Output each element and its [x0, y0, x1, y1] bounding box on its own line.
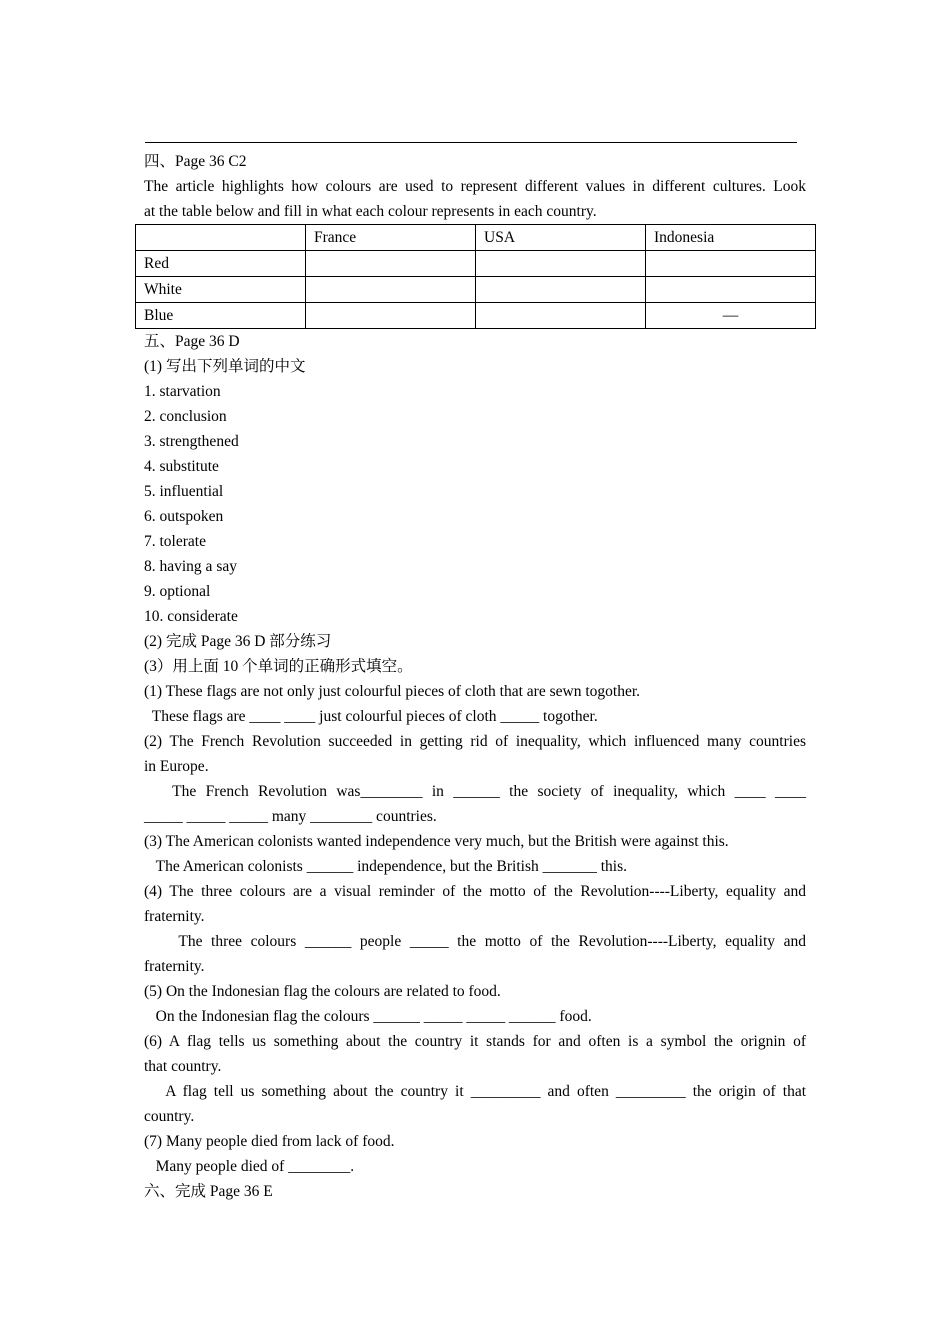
colour-meaning-table [135, 224, 816, 329]
document-body [144, 149, 806, 1204]
question-5-original: (5) On the Indonesian flag the colours are related to food. [144, 983, 501, 1000]
question-2-original-cont: in Europe. [144, 758, 209, 775]
question-2-rewrite-cont: _____ _____ _____ many ________ countries. [144, 808, 437, 825]
vocab-item: 2. conclusion [144, 408, 227, 425]
question-5-rewrite: On the Indonesian flag the colours ______ _____ _____ ______ food. [144, 1008, 592, 1025]
question-6-original: (6) A flag tells us something about the country it stands for and often is a symbol the orignin of [144, 1033, 806, 1050]
section-5-heading: 五、Page 36 D [144, 333, 240, 350]
table-row-label: Red [136, 251, 306, 277]
top-rule [145, 142, 797, 143]
question-7-rewrite: Many people died of ________. [144, 1158, 355, 1175]
question-7-original: (7) Many people died from lack of food. [144, 1133, 395, 1150]
question-1-original: (1) These flags are not only just colourful pieces of cloth that are sewn togother. [144, 683, 640, 700]
section-4-intro-line-2: at the table below and fill in what each colour represents in each country. [144, 203, 597, 220]
section-4-intro-line-1: The article highlights how colours are used to represent different values in different cultures. Look [144, 178, 806, 195]
question-4-rewrite-cont: fraternity. [144, 958, 205, 975]
table-cell-white-usa[interactable] [476, 277, 646, 303]
table-header-row [136, 225, 816, 251]
table-cell-red-france[interactable] [306, 251, 476, 277]
part-2-title: (2) 完成 Page 36 D 部分练习 [144, 633, 332, 650]
vocab-item: 7. tolerate [144, 533, 206, 550]
vocab-item: 8. having a say [144, 558, 237, 575]
question-6-original-cont: that country. [144, 1058, 222, 1075]
vocab-item: 3. strengthened [144, 433, 239, 450]
question-4-original-cont: fraternity. [144, 908, 205, 925]
vocab-item: 1. starvation [144, 383, 221, 400]
table-cell-blue-indonesia: — [646, 303, 816, 329]
question-4-original: (4) The three colours are a visual reminder of the motto of the Revolution----Liberty, equality and [144, 883, 806, 900]
table-row-label: Blue [136, 303, 306, 329]
question-6-rewrite: A flag tell us something about the country it _________ and often _________ the origin of that [144, 1083, 807, 1100]
section-4-heading: 四、Page 36 C2 [144, 153, 247, 170]
question-6-rewrite-cont: country. [144, 1108, 195, 1125]
vocab-item: 6. outspoken [144, 508, 224, 525]
question-2-rewrite: The French Revolution was________ in ______ the society of inequality, which ____ ____ [144, 783, 806, 800]
table-row-blue [136, 303, 816, 329]
table-cell-blue-france[interactable] [306, 303, 476, 329]
table-cell-red-indonesia[interactable] [646, 251, 816, 277]
table-row-red [136, 251, 816, 277]
table-row-white [136, 277, 816, 303]
vocab-item: 5. influential [144, 483, 224, 500]
question-3-rewrite: The American colonists ______ independence, but the British _______ this. [144, 858, 628, 875]
table-cell-white-indonesia[interactable] [646, 277, 816, 303]
part-1-title: (1) 写出下列单词的中文 [144, 358, 306, 375]
vocab-item: 4. substitute [144, 458, 219, 475]
table-header-cell-empty [136, 225, 306, 251]
table-cell-blue-usa[interactable] [476, 303, 646, 329]
vocab-item: 9. optional [144, 583, 211, 600]
question-4-rewrite: The three colours ______ people _____ the motto of the Revolution----Liberty, equality and [144, 933, 806, 950]
section-6-heading: 六、完成 Page 36 E [144, 1183, 273, 1200]
table-row-label: White [136, 277, 306, 303]
table-header-cell-usa: USA [476, 225, 646, 251]
question-2-original: (2) The French Revolution succeeded in getting rid of inequality, which influenced many countries [144, 733, 806, 750]
question-1-rewrite: These flags are ____ ____ just colourful pieces of cloth _____ togother. [144, 708, 598, 725]
table-cell-white-france[interactable] [306, 277, 476, 303]
table-cell-red-usa[interactable] [476, 251, 646, 277]
vocab-item: 10. considerate [144, 608, 238, 625]
question-3-original: (3) The American colonists wanted independence very much, but the British were against this. [144, 833, 729, 850]
part-3-title: (3）用上面 10 个单词的正确形式填空。 [144, 658, 413, 675]
table-header-cell-indonesia: Indonesia [646, 225, 816, 251]
table-header-cell-france: France [306, 225, 476, 251]
